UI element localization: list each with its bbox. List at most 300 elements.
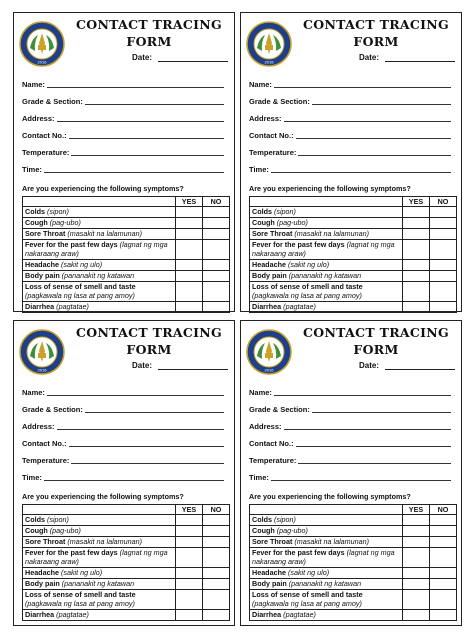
no-checkbox-cell[interactable] [430, 537, 457, 548]
field-label: Contact No.: [249, 131, 294, 140]
symptom-translation: (pananakit ng katawan [288, 579, 362, 588]
no-checkbox-cell[interactable] [203, 548, 230, 568]
date-label: Date: [359, 53, 380, 62]
symptom-row [23, 240, 230, 260]
form-field-row [249, 146, 451, 157]
yes-checkbox-cell[interactable] [403, 229, 430, 240]
field-input-line[interactable] [85, 104, 224, 105]
no-checkbox-cell[interactable] [203, 537, 230, 548]
no-checkbox-cell[interactable] [203, 271, 230, 282]
field-label: Name: [22, 80, 45, 89]
symptom-row [23, 260, 230, 271]
no-checkbox-cell[interactable] [430, 260, 457, 271]
field-label: Temperature: [249, 456, 297, 465]
symptom-cell [23, 537, 176, 548]
symptom-name: Diarrhea [25, 302, 55, 311]
form-field-row [249, 129, 451, 140]
symptom-row [23, 568, 230, 579]
symptom-translation: (pagtatae) [283, 302, 316, 311]
symptom-cell [250, 548, 403, 568]
symptom-translation: (masakit na lalamunan) [294, 229, 370, 238]
school-seal-logo [246, 329, 292, 375]
form-field-row [249, 112, 451, 123]
field-label: Grade & Section: [249, 97, 310, 106]
no-checkbox-cell[interactable] [203, 207, 230, 218]
symptoms-table [22, 504, 230, 621]
symptom-translation: (lagnat ng mga nakaraang araw) [252, 548, 395, 566]
symptom-translation: (pag-ubo) [276, 526, 308, 535]
no-checkbox-cell[interactable] [203, 568, 230, 579]
symptom-cell [250, 271, 403, 282]
symptom-name: Cough [25, 218, 48, 227]
no-checkbox-cell[interactable] [430, 526, 457, 537]
symptom-cell [23, 610, 176, 621]
field-input-line[interactable] [44, 172, 224, 173]
yes-checkbox-cell[interactable] [403, 260, 430, 271]
symptom-translation: (sakit ng ulo) [287, 260, 330, 269]
yes-checkbox-cell[interactable] [403, 610, 430, 621]
field-input-line[interactable] [298, 155, 451, 156]
symptom-cell [23, 229, 176, 240]
symptoms-question: Are you experiencing the following symptoms? [249, 492, 411, 501]
title-line-2: FORM [353, 34, 399, 49]
field-input-line[interactable] [85, 412, 224, 413]
field-input-line[interactable] [284, 121, 451, 122]
field-label: Temperature: [22, 148, 70, 157]
symptom-translation: (lagnat ng mga nakaraang araw) [25, 548, 168, 566]
no-checkbox-cell[interactable] [203, 526, 230, 537]
yes-checkbox-cell[interactable] [176, 537, 203, 548]
symptom-name: Cough [25, 526, 48, 535]
svg-text:2016: 2016 [37, 59, 47, 65]
symptom-name: Body pain [252, 271, 287, 280]
field-input-line[interactable] [274, 395, 451, 396]
symptom-translation: (pananakit ng katawan [61, 271, 135, 280]
title-line-2: FORM [126, 34, 172, 49]
symptom-row [23, 229, 230, 240]
form-title [295, 324, 457, 358]
symptom-name: Loss of sense of smell and taste [25, 282, 136, 291]
symptom-row [250, 218, 457, 229]
yes-checkbox-cell[interactable] [403, 590, 430, 610]
symptom-name: Cough [252, 526, 275, 535]
symptom-row [250, 526, 457, 537]
form-field-row [249, 471, 451, 482]
symptom-translation: (pag-ubo) [276, 218, 308, 227]
school-seal-logo [19, 329, 65, 375]
yes-checkbox-cell[interactable] [176, 579, 203, 590]
field-label: Time: [22, 165, 42, 174]
yes-checkbox-cell[interactable] [403, 282, 430, 302]
symptom-translation: (masakit na lalamunan) [67, 229, 143, 238]
field-input-line[interactable] [71, 463, 224, 464]
form-field-row [249, 163, 451, 174]
symptom-cell [23, 260, 176, 271]
yes-checkbox-cell[interactable] [176, 240, 203, 260]
field-input-line[interactable] [271, 480, 451, 481]
yes-checkbox-cell[interactable] [403, 526, 430, 537]
date-label: Date: [359, 361, 380, 370]
symptom-cell [23, 282, 176, 302]
symptom-row [23, 271, 230, 282]
no-checkbox-cell[interactable] [203, 302, 230, 313]
symptom-translation: (pananakit ng katawan [288, 271, 362, 280]
symptom-translation: (pananakit ng katawan [61, 579, 135, 588]
symptom-name: Colds [25, 207, 45, 216]
field-input-line[interactable] [71, 155, 224, 156]
symptom-row [23, 548, 230, 568]
symptom-row [250, 568, 457, 579]
symptom-row [250, 240, 457, 260]
no-checkbox-cell[interactable] [203, 240, 230, 260]
symptom-name: Cough [252, 218, 275, 227]
symptom-translation: (lagnat ng mga nakaraang araw) [252, 240, 395, 258]
no-header: NO [203, 197, 230, 207]
symptom-row [250, 515, 457, 526]
symptom-row [250, 610, 457, 621]
symptoms-table [22, 196, 230, 313]
symptom-name: Diarrhea [252, 302, 282, 311]
symptom-translation: (sakit ng ulo) [60, 260, 103, 269]
form-field-row [22, 146, 224, 157]
no-checkbox-cell[interactable] [203, 282, 230, 302]
symptoms-header-row [250, 197, 457, 207]
symptom-cell [250, 302, 403, 313]
no-checkbox-cell[interactable] [430, 548, 457, 568]
symptom-row [250, 271, 457, 282]
yes-checkbox-cell[interactable] [176, 548, 203, 568]
title-line-1: CONTACT TRACING [303, 325, 449, 340]
symptom-row [23, 515, 230, 526]
symptom-name: Headache [25, 568, 59, 577]
field-label: Address: [22, 422, 55, 431]
form-field-row [249, 420, 451, 431]
yes-header: YES [403, 197, 430, 207]
school-seal-logo [19, 21, 65, 67]
symptom-row [250, 260, 457, 271]
yes-checkbox-cell[interactable] [403, 515, 430, 526]
symptom-translation: (sakit ng ulo) [60, 568, 103, 577]
yes-checkbox-cell[interactable] [403, 579, 430, 590]
no-checkbox-cell[interactable] [430, 271, 457, 282]
title-line-2: FORM [126, 342, 172, 357]
symptom-row [250, 548, 457, 568]
no-checkbox-cell[interactable] [430, 302, 457, 313]
symptom-name: Colds [25, 515, 45, 524]
yes-checkbox-cell[interactable] [403, 302, 430, 313]
symptom-translation: (sipon) [273, 515, 296, 524]
date-field[interactable] [385, 369, 455, 370]
field-label: Name: [249, 80, 272, 89]
symptom-header-cell [250, 197, 403, 207]
form-title [68, 16, 230, 50]
form-field-row [22, 163, 224, 174]
symptom-row [250, 537, 457, 548]
yes-checkbox-cell[interactable] [403, 240, 430, 260]
symptom-cell [23, 548, 176, 568]
symptom-cell [250, 526, 403, 537]
symptom-translation: (sipon) [46, 207, 69, 216]
form-field-row [22, 437, 224, 448]
svg-text:2016: 2016 [264, 59, 274, 65]
form-field-row [22, 454, 224, 465]
form-field-row [22, 78, 224, 89]
symptom-translation: (pag-ubo) [49, 218, 81, 227]
svg-text:2016: 2016 [264, 367, 274, 373]
symptom-cell [250, 537, 403, 548]
symptom-translation: (pagkawala ng lasa at pang amoy) [25, 291, 135, 300]
form-title [68, 324, 230, 358]
no-checkbox-cell[interactable] [430, 218, 457, 229]
symptom-row [250, 590, 457, 610]
yes-checkbox-cell[interactable] [176, 271, 203, 282]
no-header: NO [430, 505, 457, 515]
symptoms-header-row [23, 197, 230, 207]
symptom-name: Headache [252, 260, 286, 269]
yes-checkbox-cell[interactable] [176, 282, 203, 302]
no-checkbox-cell[interactable] [430, 610, 457, 621]
symptoms-table [249, 504, 457, 621]
yes-checkbox-cell[interactable] [403, 537, 430, 548]
field-label: Name: [249, 388, 272, 397]
symptom-cell [23, 271, 176, 282]
symptom-translation: (sipon) [46, 515, 69, 524]
no-checkbox-cell[interactable] [430, 282, 457, 302]
yes-checkbox-cell[interactable] [176, 260, 203, 271]
symptom-cell [23, 240, 176, 260]
field-input-line[interactable] [312, 104, 451, 105]
symptom-translation: (masakit na lalamunan) [67, 537, 143, 546]
no-checkbox-cell[interactable] [203, 218, 230, 229]
symptom-row [23, 579, 230, 590]
symptom-cell [23, 515, 176, 526]
symptom-cell [250, 515, 403, 526]
symptom-name: Body pain [252, 579, 287, 588]
symptoms-question: Are you experiencing the following symptoms? [22, 184, 184, 193]
date-field[interactable] [385, 61, 455, 62]
symptom-name: Sore Throat [252, 229, 293, 238]
field-input-line[interactable] [47, 87, 224, 88]
yes-checkbox-cell[interactable] [176, 207, 203, 218]
symptoms-table [249, 196, 457, 313]
symptom-name: Sore Throat [25, 537, 66, 546]
field-input-line[interactable] [69, 446, 224, 447]
form-field-row [22, 403, 224, 414]
no-checkbox-cell[interactable] [430, 207, 457, 218]
symptom-cell [250, 260, 403, 271]
symptom-name: Fever for the past few days [25, 548, 118, 557]
symptom-translation: (masakit na lalamunan) [294, 537, 370, 546]
symptom-name: Colds [252, 207, 272, 216]
symptoms-question: Are you experiencing the following symptoms? [22, 492, 184, 501]
symptom-row [23, 537, 230, 548]
yes-checkbox-cell[interactable] [403, 568, 430, 579]
field-input-line[interactable] [274, 87, 451, 88]
yes-checkbox-cell[interactable] [403, 548, 430, 568]
no-checkbox-cell[interactable] [430, 229, 457, 240]
field-label: Grade & Section: [249, 405, 310, 414]
contact-tracing-form-card [13, 320, 235, 626]
symptom-translation: (pagkawala ng lasa at pang amoy) [252, 599, 362, 608]
symptom-cell [23, 218, 176, 229]
symptom-name: Loss of sense of smell and taste [252, 282, 363, 291]
school-seal-logo [246, 21, 292, 67]
symptom-name: Diarrhea [25, 610, 55, 619]
no-checkbox-cell[interactable] [430, 568, 457, 579]
yes-checkbox-cell[interactable] [176, 515, 203, 526]
field-input-line[interactable] [44, 480, 224, 481]
no-checkbox-cell[interactable] [203, 260, 230, 271]
symptom-translation: (lagnat ng mga nakaraang araw) [25, 240, 168, 258]
date-field[interactable] [158, 369, 228, 370]
form-field-row [249, 437, 451, 448]
no-header: NO [430, 197, 457, 207]
symptoms-header-row [250, 505, 457, 515]
field-input-line[interactable] [57, 429, 224, 430]
field-label: Address: [22, 114, 55, 123]
field-input-line[interactable] [296, 138, 451, 139]
yes-header: YES [176, 505, 203, 515]
no-checkbox-cell[interactable] [430, 515, 457, 526]
no-checkbox-cell[interactable] [203, 515, 230, 526]
symptom-row [250, 229, 457, 240]
contact-tracing-form-card [240, 320, 462, 626]
no-checkbox-cell[interactable] [203, 229, 230, 240]
form-field-row [22, 129, 224, 140]
yes-header: YES [403, 505, 430, 515]
field-input-line[interactable] [296, 446, 451, 447]
no-checkbox-cell[interactable] [430, 579, 457, 590]
symptom-cell [23, 302, 176, 313]
field-label: Temperature: [249, 148, 297, 157]
date-label: Date: [132, 361, 153, 370]
field-label: Contact No.: [22, 131, 67, 140]
field-label: Time: [22, 473, 42, 482]
symptom-cell [23, 526, 176, 537]
symptom-name: Sore Throat [25, 229, 66, 238]
form-field-row [22, 471, 224, 482]
symptom-cell [250, 568, 403, 579]
symptom-cell [250, 610, 403, 621]
symptoms-header-row [23, 505, 230, 515]
symptom-name: Loss of sense of smell and taste [25, 590, 136, 599]
symptom-translation: (pagkawala ng lasa at pang amoy) [252, 291, 362, 300]
symptom-translation: (pag-ubo) [49, 526, 81, 535]
field-label: Address: [249, 422, 282, 431]
form-field-row [22, 386, 224, 397]
yes-checkbox-cell[interactable] [176, 610, 203, 621]
yes-checkbox-cell[interactable] [176, 218, 203, 229]
symptoms-question: Are you experiencing the following symptoms? [249, 184, 411, 193]
no-header: NO [203, 505, 230, 515]
form-field-row [249, 386, 451, 397]
field-input-line[interactable] [47, 395, 224, 396]
form-field-row [22, 420, 224, 431]
form-field-row [249, 78, 451, 89]
yes-checkbox-cell[interactable] [403, 271, 430, 282]
yes-checkbox-cell[interactable] [176, 526, 203, 537]
no-checkbox-cell[interactable] [203, 590, 230, 610]
symptom-name: Body pain [25, 271, 60, 280]
symptom-name: Sore Throat [252, 537, 293, 546]
yes-checkbox-cell[interactable] [176, 302, 203, 313]
symptom-translation: (pagtatae) [283, 610, 316, 619]
field-label: Grade & Section: [22, 97, 83, 106]
field-label: Time: [249, 473, 269, 482]
symptom-name: Fever for the past few days [252, 548, 345, 557]
date-label: Date: [132, 53, 153, 62]
no-checkbox-cell[interactable] [430, 240, 457, 260]
symptom-cell [250, 590, 403, 610]
symptom-translation: (sipon) [273, 207, 296, 216]
svg-text:2016: 2016 [37, 367, 47, 373]
field-input-line[interactable] [69, 138, 224, 139]
field-input-line[interactable] [312, 412, 451, 413]
yes-checkbox-cell[interactable] [403, 207, 430, 218]
symptom-cell [23, 579, 176, 590]
symptom-row [23, 302, 230, 313]
yes-checkbox-cell[interactable] [176, 590, 203, 610]
field-input-line[interactable] [57, 121, 224, 122]
symptom-name: Body pain [25, 579, 60, 588]
field-label: Time: [249, 165, 269, 174]
symptom-row [250, 579, 457, 590]
symptom-row [23, 610, 230, 621]
yes-checkbox-cell[interactable] [176, 229, 203, 240]
yes-checkbox-cell[interactable] [403, 218, 430, 229]
symptom-row [23, 282, 230, 302]
symptom-row [250, 302, 457, 313]
symptom-cell [250, 240, 403, 260]
symptom-cell [23, 207, 176, 218]
symptom-cell [23, 590, 176, 610]
symptom-cell [250, 282, 403, 302]
symptom-name: Fever for the past few days [252, 240, 345, 249]
symptom-cell [250, 218, 403, 229]
title-line-1: CONTACT TRACING [76, 325, 222, 340]
field-input-line[interactable] [298, 463, 451, 464]
field-label: Address: [249, 114, 282, 123]
form-field-row [249, 95, 451, 106]
date-field[interactable] [158, 61, 228, 62]
symptom-translation: (pagtatae) [56, 302, 89, 311]
yes-checkbox-cell[interactable] [176, 568, 203, 579]
field-label: Contact No.: [22, 439, 67, 448]
symptom-row [23, 207, 230, 218]
symptom-row [250, 282, 457, 302]
field-label: Contact No.: [249, 439, 294, 448]
symptom-translation: (pagkawala ng lasa at pang amoy) [25, 599, 135, 608]
no-checkbox-cell[interactable] [203, 579, 230, 590]
symptom-translation: (sakit ng ulo) [287, 568, 330, 577]
form-field-row [249, 403, 451, 414]
symptom-name: Fever for the past few days [25, 240, 118, 249]
contact-tracing-form-card [13, 12, 235, 312]
title-line-1: CONTACT TRACING [76, 17, 222, 32]
symptom-row [23, 526, 230, 537]
symptom-cell [23, 568, 176, 579]
no-checkbox-cell[interactable] [430, 590, 457, 610]
field-input-line[interactable] [284, 429, 451, 430]
symptom-cell [250, 207, 403, 218]
form-field-row [22, 95, 224, 106]
no-checkbox-cell[interactable] [203, 610, 230, 621]
form-field-row [22, 112, 224, 123]
yes-header: YES [176, 197, 203, 207]
symptom-cell [250, 229, 403, 240]
field-input-line[interactable] [271, 172, 451, 173]
form-title [295, 16, 457, 50]
